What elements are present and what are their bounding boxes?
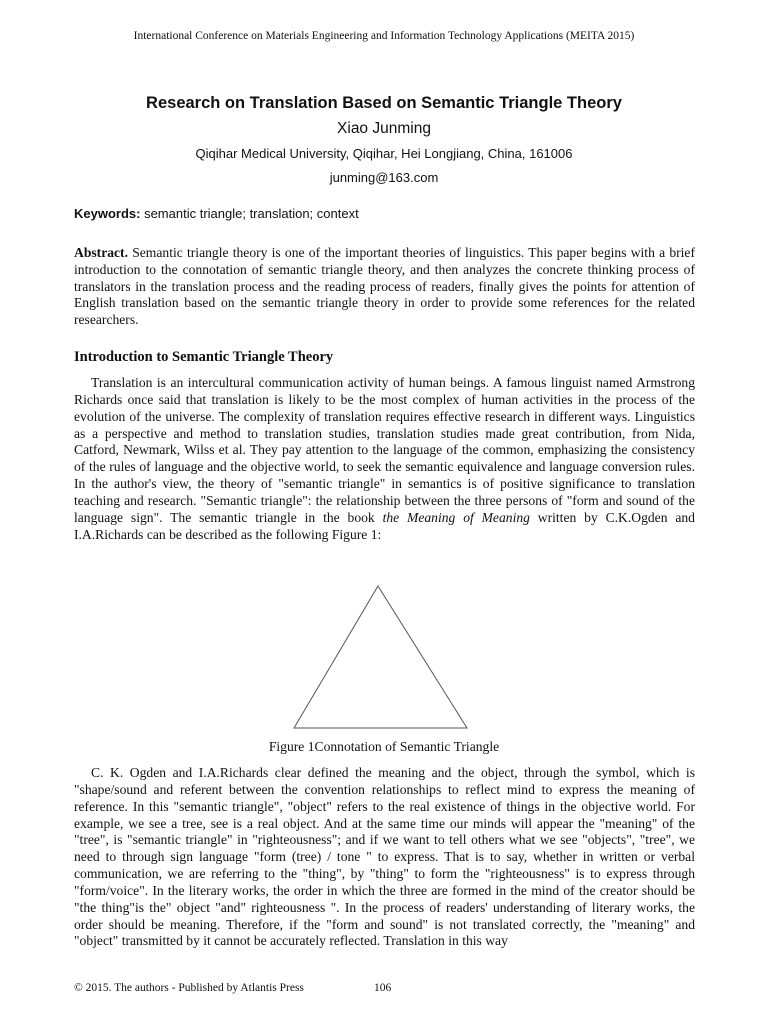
section-heading: Introduction to Semantic Triangle Theory	[74, 349, 334, 365]
keywords	[74, 206, 694, 221]
figure-1	[290, 583, 472, 731]
body-paragraph-1	[74, 375, 695, 543]
conference-header: International Conference on Materials Engineering and Information Technology Applications (MEITA 2015)	[133, 30, 635, 42]
keywords-text: semantic triangle; translation; context	[140, 206, 359, 221]
figure-caption: Figure 1Connotation of Semantic Triangle	[268, 739, 500, 754]
abstract-text: Semantic triangle theory is one of the important theories of linguistics. This paper begins with a brief introduction to the connotation of semantic triangle theory, and then analyzes the concrete thinking process of translators in the translation process and the reading process of readers, finally gives the points for attention of English translation based on the semantic triangle theory in order to provide some references for the related researchers.	[74, 245, 695, 328]
footer-copyright: © 2015. The authors - Published by Atlantis Press	[74, 982, 304, 994]
abstract	[74, 245, 695, 329]
paper-title: Research on Translation Based on Semantic Triangle Theory	[146, 94, 622, 112]
author-email: junming@163.com	[329, 170, 439, 185]
semantic-triangle	[294, 586, 467, 728]
page-number: 106	[374, 982, 392, 994]
keywords-label: Keywords:	[74, 206, 141, 221]
author-affiliation: Qiqihar Medical University, Qiqihar, Hei Longjiang, China, 161006	[195, 146, 573, 161]
body-paragraph-2: C. K. Ogden and I.A.Richards clear defined the meaning and the object, through the symbol, which is "shape/sound and referent between the convention relationships to reflect mind to express the meaning of reference. In this "semantic triangle", "object" refers to the real existence of things in the objective world. For example, we see a tree, see is a real object. And at the same time our minds will appear the "meaning" of the "tree", is "semantic triangle" in "righteousness"; and if we want to tell others what we see "objects", "tree", we need to through sign language "form (tree) / tone " to express. That is to say, whether in written or verbal communication, we are referring to the "thing", by "thing" to form the "righteousness" is to express through "form/voice". In the literary works, the order in which the three are formed in the mind of the creator should be "the thing"is the" object "and" righteousness ". In the process of readers' understanding of literary works, the order should be meaning. Therefore, if the "form and sound" is not translated correctly, the "meaning" and "object" transmitted by it cannot be accurately reflected. Translation in this way	[74, 765, 695, 949]
para1-text-start: Translation is an intercultural communication activity of human beings. A famous linguist named Armstrong Richards once said that translation is likely to be the most complex of human activities in the process of the evolution of the universe. The complexity of translation requires effective research in different ways. Linguistics as a perspective and method to translation studies, translation studies made great contribution, from Nida, Catford, Newmark, Wilss et al. They pay attention to the language of the common, emphasizing the consistency of the rules of language and the objective world, to seek the semantic equivalence and language conversion rules. In the author's view, the theory of "semantic triangle" in semantics is of positive significance to translation teaching and research. "Semantic triangle": the relationship between the three persons of "form and sound of the language sign". The semantic triangle in the book	[74, 375, 695, 525]
para1-text-end: written by C.K.Ogden and I.A.Richards can be described as the following Figure 1:	[74, 509, 695, 542]
book-title: the Meaning of Meaning	[382, 509, 530, 525]
semantic-triangle-figure	[290, 583, 472, 731]
abstract-label: Abstract.	[74, 245, 128, 260]
author-name: Xiao Junming	[337, 120, 431, 137]
